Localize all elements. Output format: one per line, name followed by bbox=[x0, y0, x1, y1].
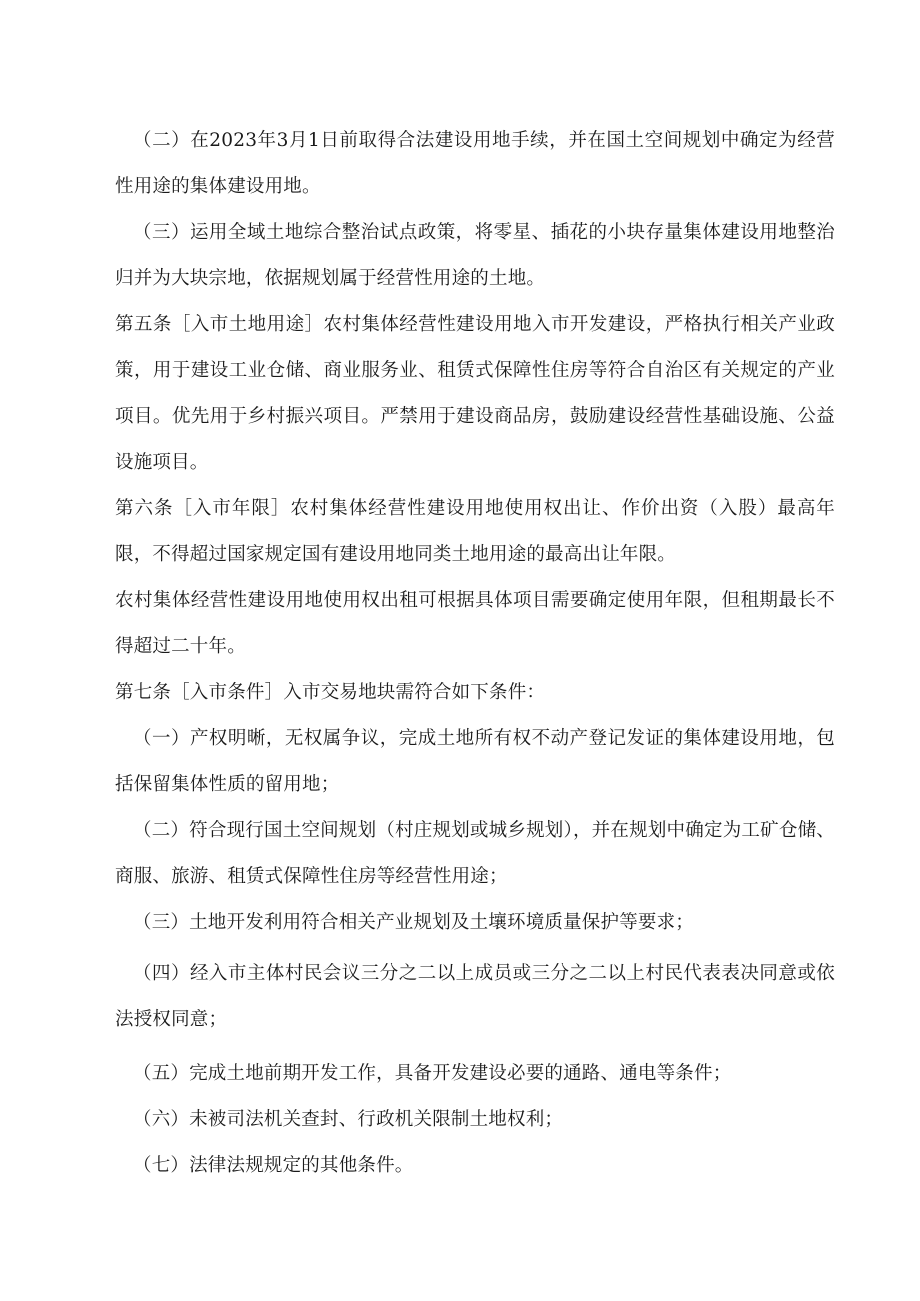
paragraph-condition-5-development: （五）完成土地前期开发工作，具备开发建设必要的通路、通电等条件； bbox=[133, 1063, 732, 1084]
paragraph-condition-6-restrictions: （六）未被司法机关查封、行政机关限制土地权利； bbox=[133, 1109, 564, 1130]
paragraph-article-5-land-use: 第五条［入市土地用途］农村集体经营性建设用地入市开发建设，严格执行相关产业政策，用于建设工业仓储、商业服务业、租赁式保障性住房等符合自治区有关规定的产业项目。优先用于乡村振兴项目。严禁用于建设商品房，鼓励建设经营性基础设施、公益设施项目。 bbox=[115, 314, 835, 473]
paragraph-condition-1-property-rights: （一）产权明晰，无权属争议，完成土地所有权不动产登记发证的集体建设用地，包括保留集体性质的留用地； bbox=[115, 728, 835, 795]
paragraph-condition-4-consent: （四）经入市主体村民会议三分之二以上成员或三分之二以上村民代表表决同意或依法授权同意； bbox=[115, 963, 835, 1030]
paragraph-article-6-term: 第六条［入市年限］农村集体经营性建设用地使用权出让、作价出资（入股）最高年限，不得超过国家规定国有建设用地同类土地用途的最高出让年限。 bbox=[115, 498, 835, 565]
paragraph-item-3-land-consolidation: （三）运用全域土地综合整治试点政策，将零星、插花的小块存量集体建设用地整治归并为大块宗地，依据规划属于经营性用途的土地。 bbox=[115, 222, 835, 289]
paragraph-article-7-conditions: 第七条［入市条件］入市交易地块需符合如下条件： bbox=[115, 682, 546, 703]
paragraph-item-2-land-procedure: （二）在2023年3月1日前取得合法建设用地手续，并在国土空间规划中确定为经营性用途的集体建设用地。 bbox=[115, 130, 835, 197]
paragraph-condition-7-other: （七）法律法规规定的其他条件。 bbox=[133, 1155, 414, 1176]
paragraph-lease-term: 农村集体经营性建设用地使用权出租可根据具体项目需要确定使用年限，但租期最长不得超过二十年。 bbox=[115, 590, 835, 657]
paragraph-condition-3-soil: （三）土地开发利用符合相关产业规划及土壤环境质量保护等要求； bbox=[133, 912, 695, 933]
paragraph-condition-2-planning: （二）符合现行国土空间规划（村庄规划或城乡规划），并在规划中确定为工矿仓储、商服、旅游、租赁式保障性住房等经营性用途； bbox=[115, 820, 835, 887]
